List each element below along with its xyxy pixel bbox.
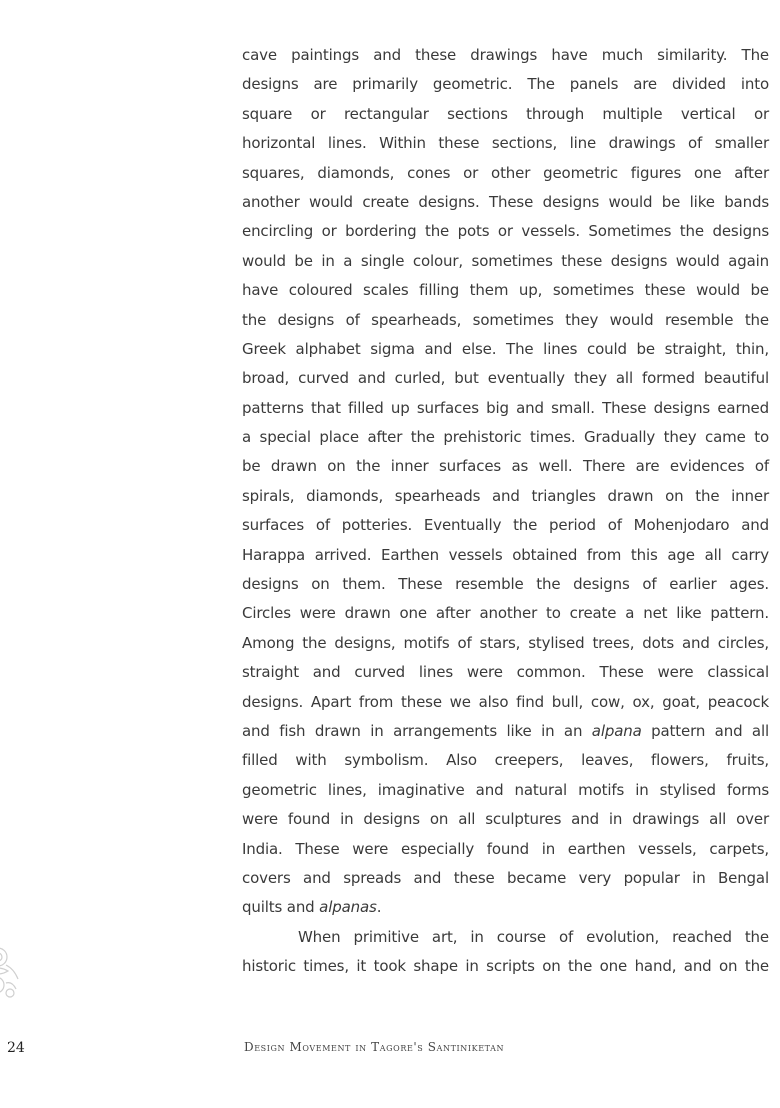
text-line: patterns that filled up surfaces big and small. These designs earned [242, 398, 769, 417]
italic-term: alpana [591, 721, 642, 740]
text-line: Greek alphabet sigma and else. The lines could be straight, thin, [242, 339, 769, 358]
text-line: the designs of spearheads, sometimes they would resemble the [242, 310, 769, 329]
text-line: would be in a single colour, sometimes these designs would again [242, 251, 769, 270]
text-line: horizontal lines. Within these sections, line drawings of smaller [242, 134, 769, 153]
italic-term: alpanas [319, 898, 377, 917]
text-line [242, 893, 769, 922]
text-line: Circles were drawn one after another to create a net like pattern. [242, 604, 769, 623]
text-line: spirals, diamonds, spearheads and triangles drawn on the inner [242, 486, 769, 505]
text-line: covers and spreads and these became very popular in Bengal [242, 868, 769, 887]
paragraph-2 [242, 923, 769, 982]
text-line: square or rectangular sections through multiple vertical or [242, 104, 769, 123]
text-line: have coloured scales filling them up, sometimes these would be [242, 281, 769, 300]
text-line: broad, curved and curled, but eventually they all formed beautiful [242, 369, 769, 388]
text-line: filled with symbolism. Also creepers, leaves, flowers, fruits, [242, 751, 769, 770]
page-number: 24 [7, 1040, 25, 1056]
text-line: a special place after the prehistoric times. Gradually they came to [242, 428, 769, 447]
text-line: historic times, it took shape in scripts on the one hand, and on the [242, 957, 769, 976]
paragraph-1 [242, 41, 769, 923]
text-run: pattern and all [641, 721, 769, 740]
text-line [242, 717, 769, 746]
text-line: surfaces of potteries. Eventually the period of Mohenjodaro and [242, 516, 769, 535]
text-line: straight and curved lines were common. These were classical [242, 663, 769, 682]
text-line: be drawn on the inner surfaces as well. There are evidences of [242, 457, 769, 476]
text-line: another would create designs. These designs would be like bands [242, 192, 769, 211]
body-text [242, 41, 769, 982]
running-footer-title: Design Movement in Tagore's Santiniketan [244, 1040, 505, 1054]
text-line: India. These were especially found in earthen vessels, carpets, [242, 839, 769, 858]
text-run: and fish drawn in arrangements like in an [242, 721, 592, 740]
text-line: designs. Apart from these we also find bull, cow, ox, goat, peacock [242, 692, 769, 711]
text-line: encircling or bordering the pots or vessels. Sometimes the designs [242, 222, 769, 241]
text-line: designs on them. These resemble the designs of earlier ages. [242, 575, 769, 594]
text-line: cave paintings and these drawings have much similarity. The [242, 46, 769, 64]
text-run: quilts and [242, 898, 320, 917]
text-line: geometric lines, imaginative and natural motifs in stylised forms [242, 780, 769, 799]
text-line: were found in designs on all sculptures and in drawings all over [242, 810, 769, 829]
floral-ornament-icon [0, 935, 28, 1007]
text-line: Harappa arrived. Earthen vessels obtained from this age all carry [242, 545, 769, 564]
text-line: When primitive art, in course of evolution, reached the [298, 927, 769, 946]
text-run: . [376, 898, 382, 917]
text-line: designs are primarily geometric. The panels are divided into [242, 75, 769, 94]
text-line: Among the designs, motifs of stars, stylised trees, dots and circles, [242, 633, 769, 652]
text-line: squares, diamonds, cones or other geometric figures one after [242, 163, 769, 182]
